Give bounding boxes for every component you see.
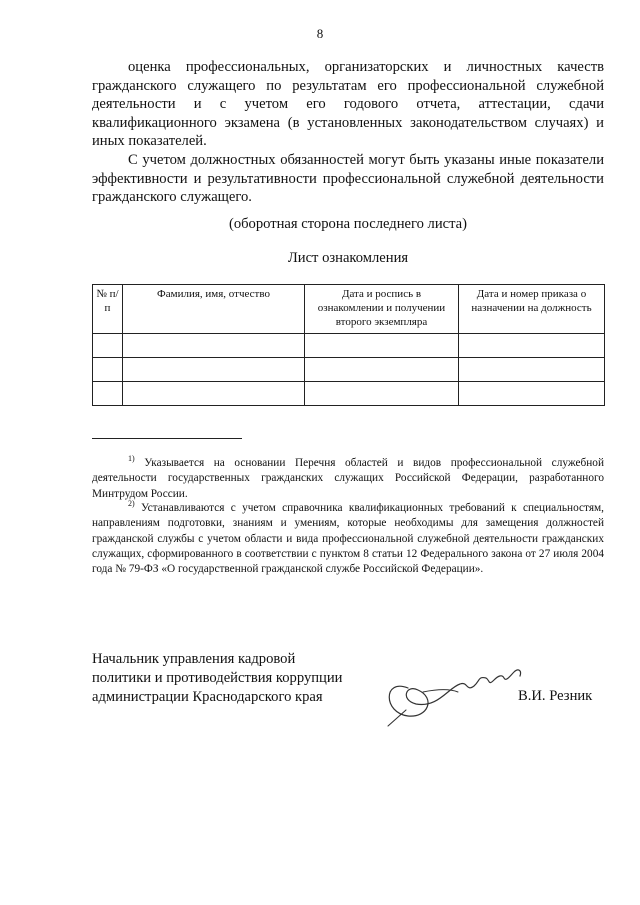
table-header-number: № п/п xyxy=(93,285,123,334)
footnote-1-text: Указывается на основании Перечня областей и видов профессиональной служебной деятельности государственных гражданских служащих Российской Федерации, разработанного Минтрудом России. xyxy=(92,457,604,500)
table-cell xyxy=(123,382,305,406)
page-number: 8 xyxy=(316,26,324,41)
handwritten-signature xyxy=(378,648,528,728)
signatory-position-line-3: администрации Краснодарского края xyxy=(92,689,323,705)
footnote-divider xyxy=(92,438,242,439)
footnote-1 xyxy=(92,456,604,502)
footnote-2 xyxy=(92,501,604,577)
table-row xyxy=(93,382,605,406)
body-paragraph-2: С учетом должностных обязанностей могут быть указаны иные показатели эффективности и результативности профессиональной служебной деятельности гражданского служащего. xyxy=(92,152,604,206)
signatory-position-line-1: Начальник управления кадровой xyxy=(92,651,296,667)
table-row xyxy=(93,358,605,382)
sheet-title: Лист ознакомления xyxy=(287,250,409,266)
table-cell xyxy=(459,382,605,406)
table-cell xyxy=(93,358,123,382)
signatory-name: В.И. Резник xyxy=(518,688,593,704)
table-cell xyxy=(459,334,605,358)
table-cell xyxy=(305,382,459,406)
footnote-2-text: Устанавливаются с учетом справочника квалификационных требований к специальностям, направлениям подготовки, знаниям и умениям, которые необходимы для замещения должностей гражданской службы с учетом области и вида профессиональной служебной деятельности гражданских служащих, сформированного в соответствии с пунктом 8 статьи 12 Федерального закона от 27 июля 2004 года № 79-ФЗ «О государственной гражданской службе Российской Федерации». xyxy=(92,502,604,576)
table-cell xyxy=(93,334,123,358)
table-cell xyxy=(93,382,123,406)
footnote-2-mark: 2) xyxy=(128,499,135,509)
reverse-side-note: (оборотная сторона последнего листа) xyxy=(228,216,468,232)
table-cell xyxy=(305,334,459,358)
table-header-signature-date: Дата и роспись в ознакомлении и получении второго экземпляра xyxy=(305,285,459,334)
body-paragraph-1: оценка профессиональных, организаторских и личностных качеств гражданского служащего по результатам его профессиональной служебной деятельности и с учетом его годового отчета, аттестации, сдачи квалификационного экзамена (в установленных законодательством случаях) и иных показателей. xyxy=(92,59,604,150)
table-cell xyxy=(123,334,305,358)
table-row xyxy=(93,334,605,358)
footnote-1-mark: 1) xyxy=(128,454,135,464)
table-cell xyxy=(123,358,305,382)
signatory-position-line-2: политики и противодействия коррупции xyxy=(92,670,343,686)
signatory-position xyxy=(92,650,342,707)
acknowledgement-table xyxy=(92,284,605,406)
table-header-full-name: Фамилия, имя, отчество xyxy=(123,285,305,334)
table-cell xyxy=(459,358,605,382)
table-header-row xyxy=(93,285,605,334)
table-cell xyxy=(305,358,459,382)
table-header-order: Дата и номер приказа о назначении на должность xyxy=(459,285,605,334)
